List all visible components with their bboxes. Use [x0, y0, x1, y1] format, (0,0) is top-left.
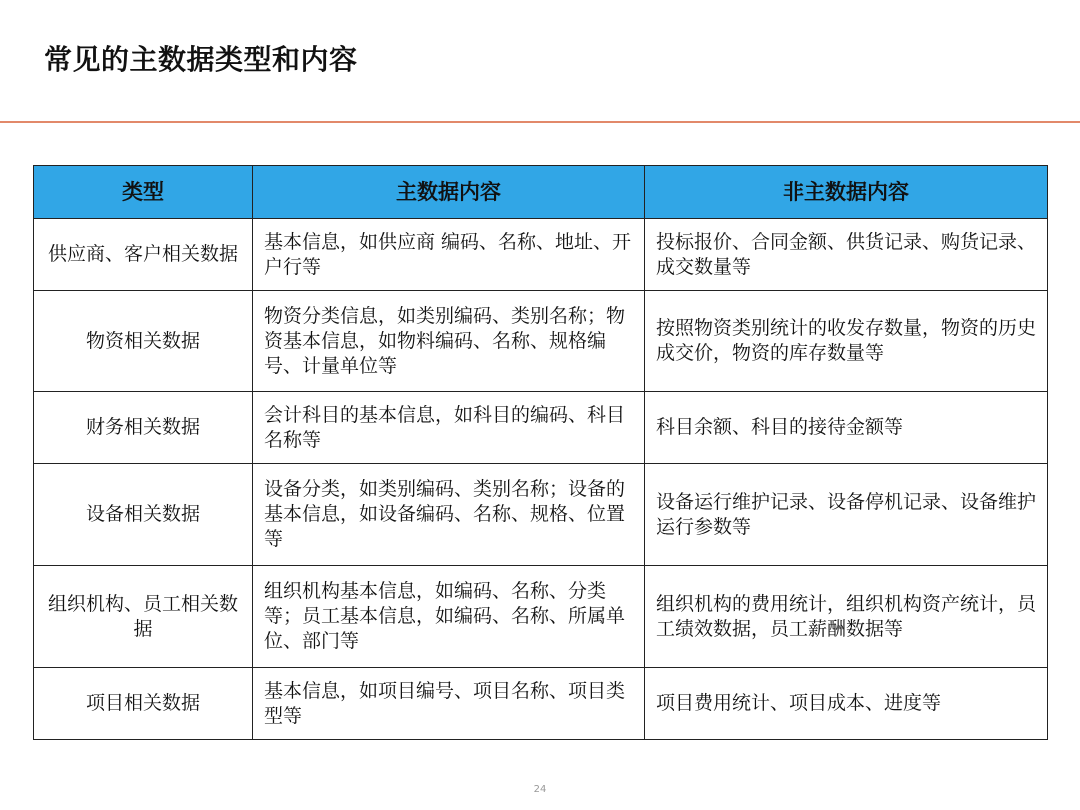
row-master-content: 组织机构基本信息，如编码、名称、分类等；员工基本信息，如编码、名称、所属单位、部门等 [253, 566, 645, 668]
row-type: 设备相关数据 [34, 464, 253, 566]
page-number: 24 [533, 784, 547, 795]
master-data-table [33, 165, 1048, 740]
header-master-content: 主数据内容 [253, 166, 645, 219]
page-title: 常见的主数据类型和内容 [44, 43, 358, 76]
row-non-master-content: 投标报价、合同金额、供货记录、购货记录、成交数量等 [645, 219, 1048, 291]
row-non-master-content: 项目费用统计、项目成本、进度等 [645, 668, 1048, 740]
header-non-master-content: 非主数据内容 [645, 166, 1048, 219]
row-master-content: 基本信息，如供应商 编码、名称、地址、开户行等 [253, 219, 645, 291]
row-master-content: 设备分类，如类别编码、类别名称；设备的基本信息，如设备编码、名称、规格、位置等 [253, 464, 645, 566]
row-type: 项目相关数据 [34, 668, 253, 740]
table-row [34, 392, 1048, 464]
table-row [34, 291, 1048, 392]
row-non-master-content: 组织机构的费用统计，组织机构资产统计，员工绩效数据，员工薪酬数据等 [645, 566, 1048, 668]
title-divider [0, 121, 1080, 123]
row-master-content: 基本信息，如项目编号、项目名称、项目类型等 [253, 668, 645, 740]
row-master-content: 物资分类信息，如类别编码、类别名称；物资基本信息，如物料编码、名称、规格编号、计量单位等 [253, 291, 645, 392]
row-non-master-content: 按照物资类别统计的收发存数量，物资的历史成交价，物资的库存数量等 [645, 291, 1048, 392]
table-row [34, 219, 1048, 291]
row-master-content: 会计科目的基本信息，如科目的编码、科目名称等 [253, 392, 645, 464]
row-type: 物资相关数据 [34, 291, 253, 392]
table-row [34, 464, 1048, 566]
table-row [34, 668, 1048, 740]
row-non-master-content: 设备运行维护记录、设备停机记录、设备维护运行参数等 [645, 464, 1048, 566]
header-type: 类型 [34, 166, 253, 219]
row-non-master-content: 科目余额、科目的接待金额等 [645, 392, 1048, 464]
table-row [34, 566, 1048, 668]
row-type: 财务相关数据 [34, 392, 253, 464]
table-header-row [34, 166, 1048, 219]
row-type: 供应商、客户相关数据 [34, 219, 253, 291]
row-type: 组织机构、员工相关数据 [34, 566, 253, 668]
